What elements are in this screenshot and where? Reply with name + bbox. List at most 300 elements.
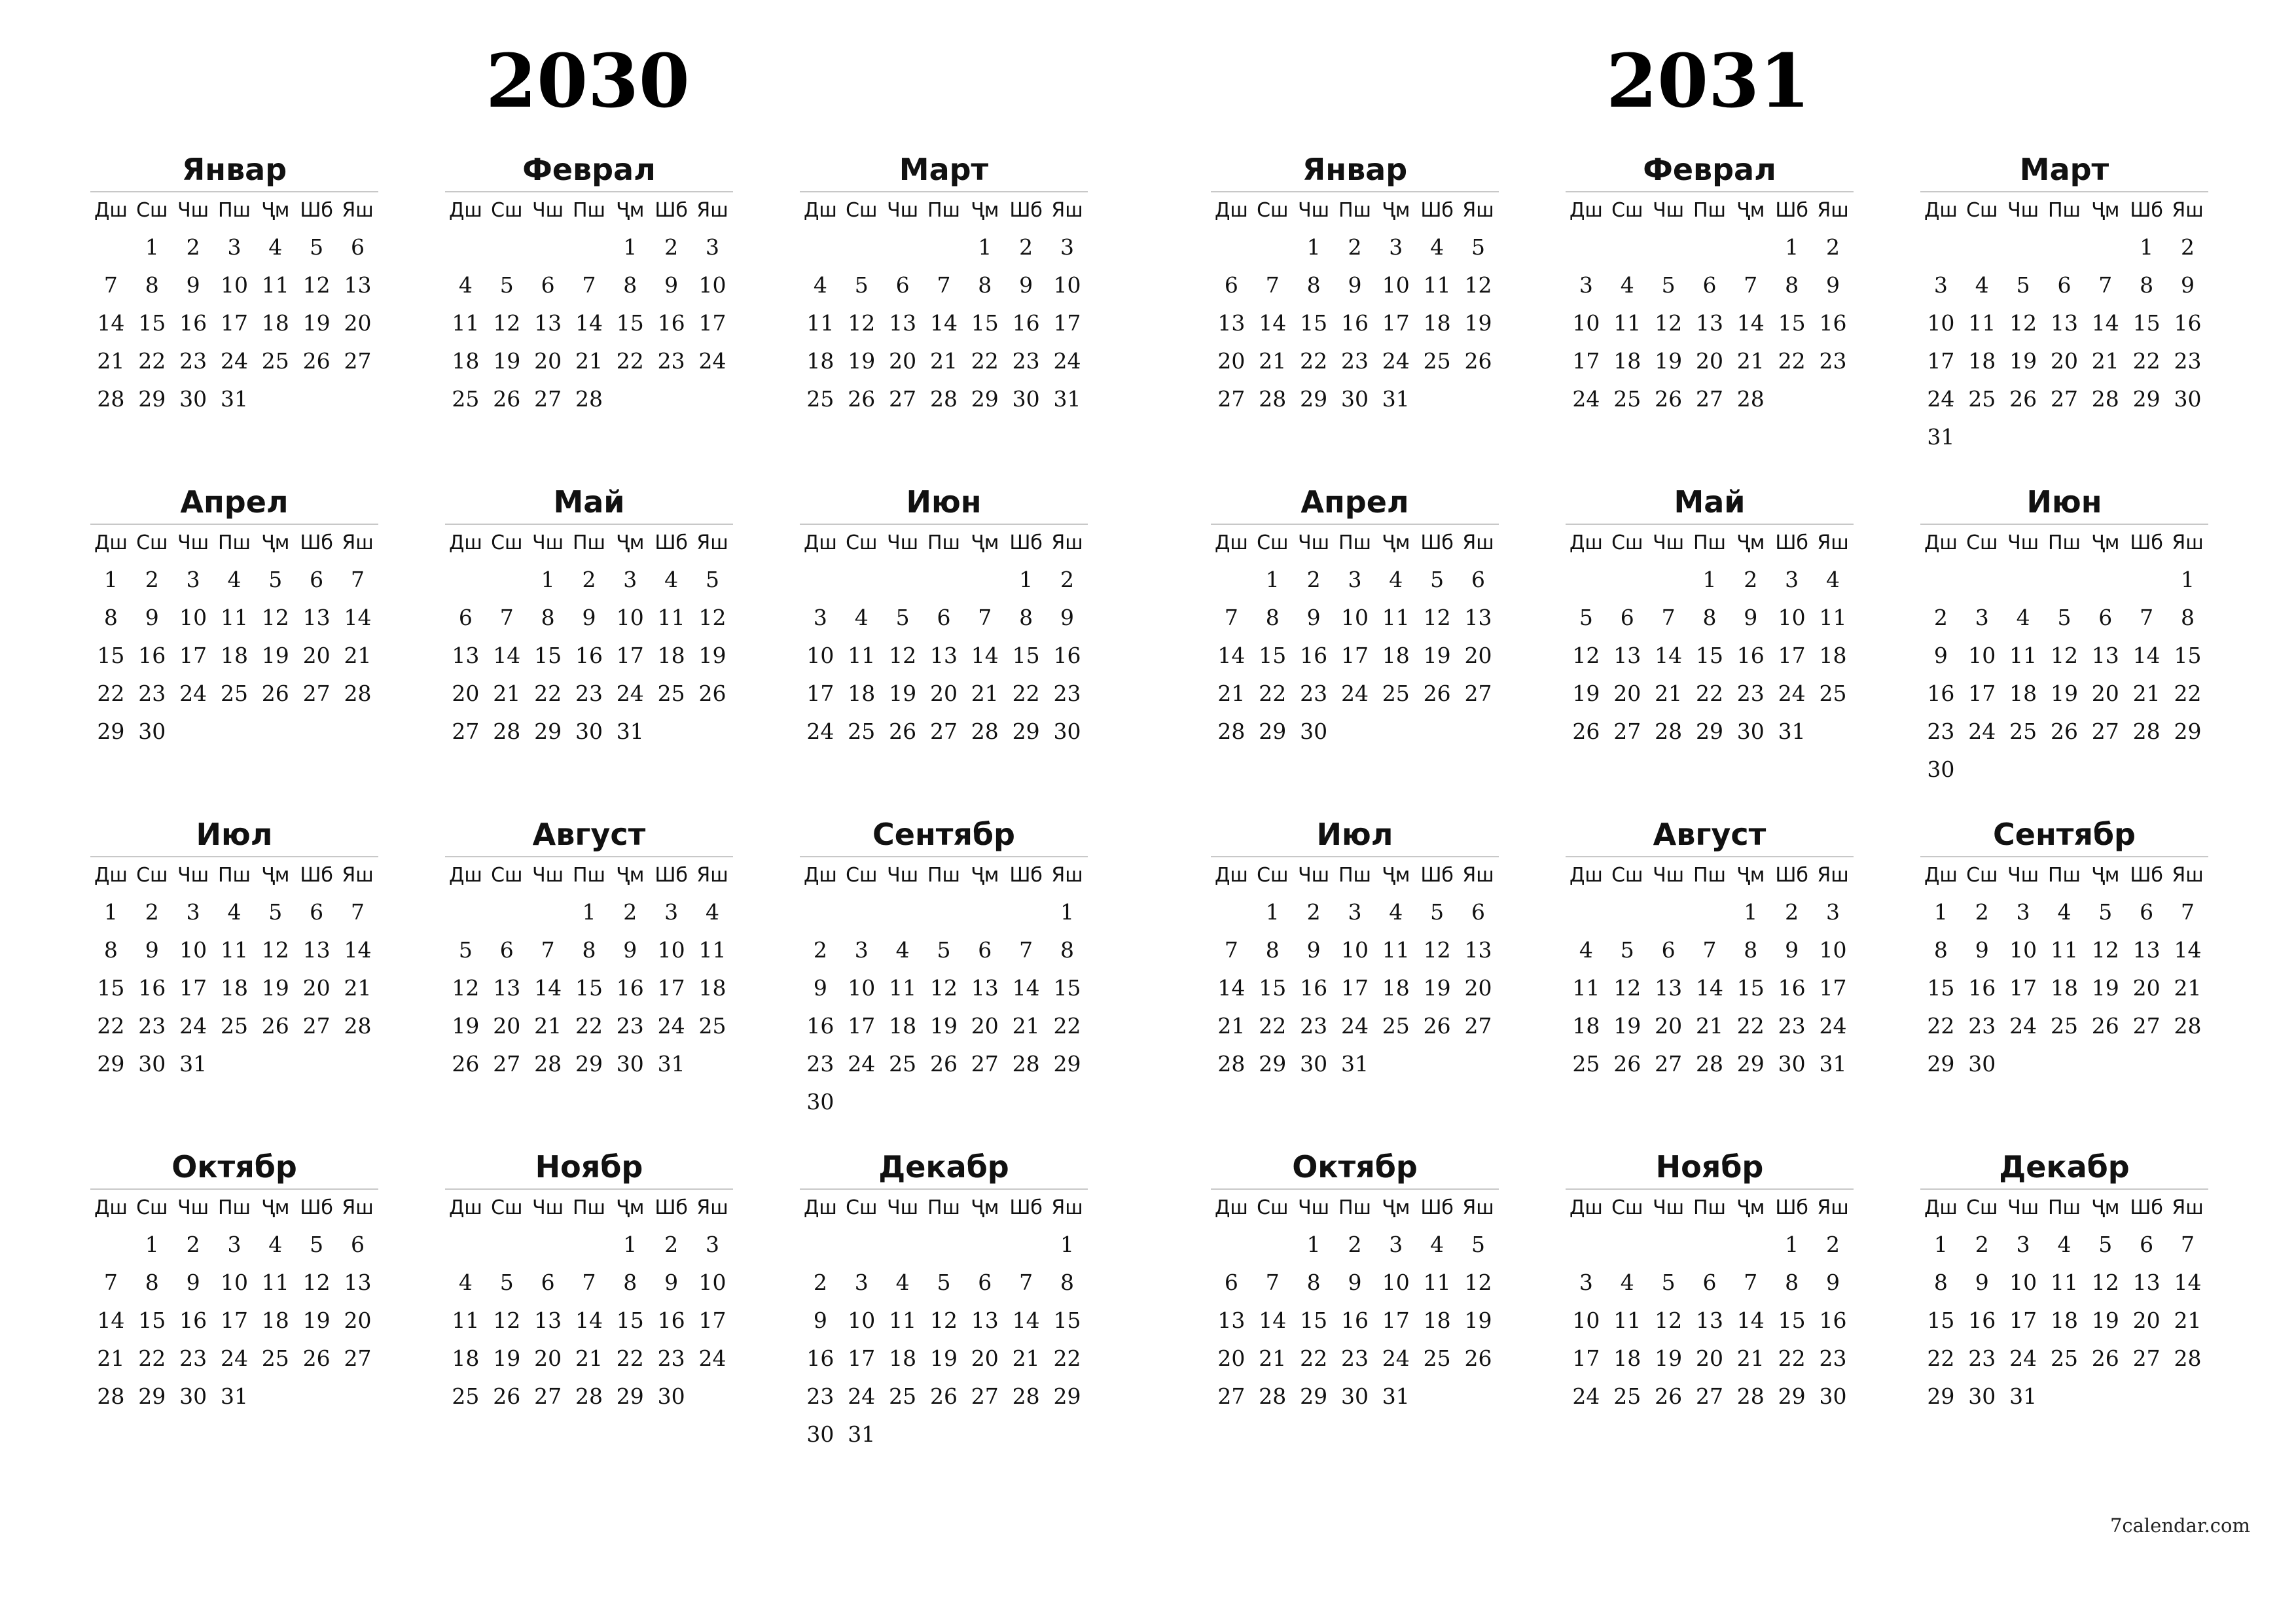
day-cell: 24 <box>1778 680 1806 706</box>
weekday-label: Яш <box>1047 524 1088 560</box>
weekday-label: Сш <box>132 524 173 560</box>
day-cell: 25 <box>889 1050 917 1077</box>
day-cell: 4 <box>1975 272 1989 298</box>
weekday-label: Чш <box>528 524 569 560</box>
day-cell: 25 <box>2050 1345 2078 1371</box>
week-row <box>800 1225 1088 1263</box>
day-cell: 5 <box>310 234 324 260</box>
day-cell: 20 <box>889 348 917 374</box>
weekday-header-row <box>445 857 733 893</box>
week-row <box>1211 266 1499 304</box>
weekday-label: Дш <box>90 1189 132 1225</box>
empty-day-cell <box>296 1044 337 1082</box>
day-cell: 31 <box>220 1383 248 1409</box>
day-cell: 27 <box>534 385 562 412</box>
month-name: Ноябр <box>1655 1149 1764 1185</box>
day-cell: 25 <box>452 385 480 412</box>
weekday-header-row <box>1211 1189 1499 1225</box>
day-cell: 6 <box>351 234 365 260</box>
day-cell: 5 <box>1471 1231 1486 1257</box>
day-cell: 19 <box>1572 680 1600 706</box>
weekday-label: Яш <box>1458 192 1499 228</box>
day-cell: 10 <box>2009 1269 2037 1295</box>
week-row <box>1566 969 1854 1007</box>
day-cell: 18 <box>657 642 685 668</box>
day-cell: 4 <box>268 234 283 260</box>
day-cell: 16 <box>1927 680 1955 706</box>
month-name: Июл <box>196 817 273 852</box>
day-cell: 10 <box>220 272 248 298</box>
day-cell: 4 <box>2016 604 2030 630</box>
week-row <box>445 969 733 1007</box>
empty-day-cell <box>1730 228 1771 266</box>
day-cell: 18 <box>452 1345 480 1371</box>
empty-day-cell <box>1962 750 2003 788</box>
month-table <box>445 1188 733 1415</box>
weekday-label: Шб <box>2126 524 2167 560</box>
day-cell: 13 <box>2091 642 2119 668</box>
empty-day-cell <box>214 1044 255 1082</box>
day-cell: 13 <box>302 936 331 963</box>
weekday-label: Ҷм <box>2085 1189 2126 1225</box>
weekday-header-row <box>445 192 733 228</box>
day-cell: 14 <box>1217 642 1246 668</box>
day-cell: 6 <box>2140 1231 2154 1257</box>
day-cell: 17 <box>616 642 644 668</box>
empty-day-cell <box>1335 712 1376 750</box>
empty-day-cell <box>2085 228 2126 266</box>
empty-day-cell <box>1047 1082 1088 1120</box>
day-cell: 20 <box>493 1012 521 1039</box>
weekday-label: Ҷм <box>1375 857 1416 893</box>
weekday-label: Шб <box>1005 1189 1047 1225</box>
day-cell: 25 <box>1572 1050 1600 1077</box>
day-cell: 13 <box>2050 310 2078 336</box>
day-cell: 22 <box>1300 1345 1328 1371</box>
day-cell: 11 <box>1968 310 1996 336</box>
weekday-header-row <box>1211 524 1499 560</box>
week-row <box>1920 1339 2208 1377</box>
day-cell: 31 <box>657 1050 685 1077</box>
empty-day-cell <box>296 380 337 418</box>
week-row <box>445 1339 733 1377</box>
weekday-label: Шб <box>651 857 692 893</box>
day-cell: 7 <box>103 272 118 298</box>
week-row <box>1920 750 2208 788</box>
day-cell: 3 <box>186 899 200 925</box>
month-block <box>1566 480 1854 813</box>
weekday-header-row <box>90 524 378 560</box>
weekday-label: Пш <box>569 1189 610 1225</box>
day-cell: 27 <box>302 1012 331 1039</box>
month-block <box>1566 148 1854 480</box>
weekday-label: Дш <box>1566 192 1607 228</box>
day-cell: 19 <box>1655 1345 1683 1371</box>
empty-day-cell <box>2003 228 2044 266</box>
day-cell: 27 <box>493 1050 521 1077</box>
day-cell: 30 <box>806 1088 834 1115</box>
day-cell: 7 <box>1661 604 1676 630</box>
day-cell: 13 <box>929 642 958 668</box>
day-cell: 27 <box>2091 718 2119 744</box>
week-row <box>1566 380 1854 418</box>
month-table <box>1920 856 2208 1082</box>
day-cell: 2 <box>664 234 679 260</box>
day-cell: 28 <box>575 1383 603 1409</box>
month-block <box>1920 148 2208 480</box>
day-cell: 18 <box>1572 1012 1600 1039</box>
empty-day-cell <box>296 712 337 750</box>
month-table <box>445 856 733 1082</box>
day-cell: 26 <box>1423 1012 1451 1039</box>
day-cell: 17 <box>1340 642 1369 668</box>
empty-day-cell <box>841 560 882 598</box>
day-cell: 20 <box>344 310 372 336</box>
day-cell: 9 <box>1060 604 1075 630</box>
month-table <box>445 191 733 418</box>
day-cell: 2 <box>664 1231 679 1257</box>
week-row <box>90 712 378 750</box>
weekday-label: Чш <box>2003 1189 2044 1225</box>
weekday-label: Пш <box>2044 857 2085 893</box>
empty-day-cell <box>800 1225 841 1263</box>
day-cell: 18 <box>261 1307 289 1333</box>
day-cell: 24 <box>1968 718 1996 744</box>
empty-day-cell <box>2044 1044 2085 1082</box>
day-cell: 5 <box>310 1231 324 1257</box>
weekday-label: Шб <box>2126 857 2167 893</box>
empty-day-cell <box>2003 418 2044 455</box>
day-cell: 1 <box>582 899 596 925</box>
empty-day-cell <box>1771 380 1812 418</box>
day-cell: 28 <box>2174 1345 2202 1371</box>
day-cell: 10 <box>657 936 685 963</box>
day-cell: 5 <box>1471 234 1486 260</box>
day-cell: 15 <box>1259 642 1287 668</box>
day-cell: 13 <box>1695 1307 1723 1333</box>
day-cell: 10 <box>1819 936 1847 963</box>
weekday-label: Ҷм <box>255 1189 296 1225</box>
empty-day-cell <box>1962 228 2003 266</box>
weekday-label: Ҷм <box>1730 1189 1771 1225</box>
month-table <box>1211 191 1499 418</box>
month-name: Феврал <box>1643 152 1776 187</box>
month-table <box>90 191 378 418</box>
weekday-label: Ҷм <box>609 1189 651 1225</box>
day-cell: 5 <box>1430 899 1444 925</box>
day-cell: 22 <box>1695 680 1723 706</box>
day-cell: 17 <box>806 680 834 706</box>
day-cell: 2 <box>145 566 159 592</box>
day-cell: 7 <box>351 899 365 925</box>
weekday-label: Ҷм <box>964 524 1005 560</box>
day-cell: 16 <box>1968 1307 1996 1333</box>
day-cell: 14 <box>2132 642 2161 668</box>
weekday-label: Яш <box>2167 857 2208 893</box>
week-row <box>1920 674 2208 712</box>
day-cell: 20 <box>971 1345 999 1371</box>
empty-day-cell <box>337 1044 378 1082</box>
day-cell: 29 <box>138 1383 166 1409</box>
day-cell: 5 <box>2098 899 2113 925</box>
month-table <box>1566 1188 1854 1415</box>
day-cell: 7 <box>2098 272 2113 298</box>
month-table <box>1566 191 1854 418</box>
week-row <box>445 342 733 380</box>
day-cell: 16 <box>1778 974 1806 1001</box>
weekday-label: Шб <box>1416 192 1458 228</box>
day-cell: 5 <box>1579 604 1593 630</box>
day-cell: 6 <box>310 566 324 592</box>
weekday-label: Сш <box>486 524 528 560</box>
day-cell: 25 <box>1968 385 1996 412</box>
day-cell: 4 <box>1430 234 1444 260</box>
weekday-label: Сш <box>486 192 528 228</box>
day-cell: 12 <box>302 1269 331 1295</box>
weekday-label: Дш <box>1920 857 1962 893</box>
day-cell: 17 <box>1819 974 1847 1001</box>
empty-day-cell <box>1416 712 1458 750</box>
day-cell: 8 <box>1265 604 1280 630</box>
day-cell: 18 <box>452 348 480 374</box>
empty-day-cell <box>255 712 296 750</box>
day-cell: 13 <box>971 1307 999 1333</box>
week-row <box>800 266 1088 304</box>
weekday-label: Ҷм <box>2085 192 2126 228</box>
week-row <box>1920 560 2208 598</box>
day-cell: 18 <box>698 974 726 1001</box>
day-cell: 25 <box>1819 680 1847 706</box>
day-cell: 27 <box>889 385 917 412</box>
weekday-label: Сш <box>1607 857 1648 893</box>
empty-day-cell <box>692 1044 733 1082</box>
day-cell: 4 <box>664 566 679 592</box>
day-cell: 2 <box>1975 1231 1989 1257</box>
day-cell: 2 <box>1348 1231 1362 1257</box>
day-cell: 16 <box>806 1012 834 1039</box>
day-cell: 23 <box>1300 680 1328 706</box>
empty-day-cell <box>841 1082 882 1120</box>
day-cell: 21 <box>1736 348 1765 374</box>
day-cell: 11 <box>657 604 685 630</box>
month-block <box>90 148 378 480</box>
week-row <box>445 380 733 418</box>
week-row <box>800 380 1088 418</box>
weekday-label: Ҷм <box>1730 524 1771 560</box>
month-block <box>800 1145 1088 1478</box>
month-block <box>445 1145 733 1478</box>
empty-day-cell <box>964 1082 1005 1120</box>
day-cell: 3 <box>623 566 637 592</box>
week-row <box>1211 674 1499 712</box>
month-name: Июл <box>1316 817 1393 852</box>
day-cell: 24 <box>1572 1383 1600 1409</box>
day-cell: 4 <box>2057 1231 2072 1257</box>
day-cell: 12 <box>261 604 289 630</box>
weekday-header-row <box>800 857 1088 893</box>
day-cell: 8 <box>1060 1269 1075 1295</box>
day-cell: 28 <box>534 1050 562 1077</box>
empty-day-cell <box>924 560 965 598</box>
empty-day-cell <box>882 1225 924 1263</box>
weekday-label: Дш <box>445 192 486 228</box>
day-cell: 19 <box>261 642 289 668</box>
day-cell: 15 <box>1778 1307 1806 1333</box>
day-cell: 25 <box>1382 680 1410 706</box>
weekday-label: Шб <box>651 1189 692 1225</box>
day-cell: 1 <box>145 234 159 260</box>
week-row <box>1566 560 1854 598</box>
day-cell: 9 <box>1975 1269 1989 1295</box>
day-cell: 27 <box>1695 385 1723 412</box>
week-row <box>800 969 1088 1007</box>
weekday-label: Сш <box>486 1189 528 1225</box>
day-cell: 19 <box>493 1345 521 1371</box>
day-cell: 2 <box>1975 899 1989 925</box>
day-cell: 28 <box>344 680 372 706</box>
week-row <box>1566 1007 1854 1044</box>
day-cell: 13 <box>452 642 480 668</box>
weekday-label: Дш <box>445 857 486 893</box>
weekday-header-row <box>90 1189 378 1225</box>
day-cell: 3 <box>1389 234 1403 260</box>
day-cell: 31 <box>1382 385 1410 412</box>
week-row <box>1211 380 1499 418</box>
week-row <box>1920 380 2208 418</box>
day-cell: 29 <box>1300 1383 1328 1409</box>
day-cell: 9 <box>1785 936 1799 963</box>
weekday-label: Чш <box>173 524 214 560</box>
day-cell: 12 <box>302 272 331 298</box>
empty-day-cell <box>841 228 882 266</box>
day-cell: 7 <box>1744 1269 1758 1295</box>
empty-day-cell <box>2167 418 2208 455</box>
month-name: Октябр <box>1292 1149 1418 1185</box>
day-cell: 13 <box>344 1269 372 1295</box>
day-cell: 25 <box>2009 718 2037 744</box>
day-cell: 1 <box>1019 566 1033 592</box>
weekday-label: Сш <box>1962 524 2003 560</box>
day-cell: 5 <box>1620 936 1634 963</box>
site-credit[interactable]: 7calendar.com <box>2109 1514 2250 1537</box>
day-cell: 16 <box>138 974 166 1001</box>
day-cell: 3 <box>1975 604 1989 630</box>
day-cell: 10 <box>848 974 876 1001</box>
weekday-label: Дш <box>445 524 486 560</box>
empty-day-cell <box>255 380 296 418</box>
day-cell: 20 <box>2132 974 2161 1001</box>
weekday-label: Дш <box>1211 1189 1252 1225</box>
day-cell: 2 <box>186 1231 200 1257</box>
day-cell: 9 <box>664 272 679 298</box>
day-cell: 14 <box>344 936 372 963</box>
empty-day-cell <box>964 1225 1005 1263</box>
day-cell: 5 <box>268 566 283 592</box>
day-cell: 30 <box>1736 718 1765 744</box>
day-cell: 12 <box>929 1307 958 1333</box>
day-cell: 25 <box>220 680 248 706</box>
month-block <box>1211 480 1499 813</box>
day-cell: 23 <box>1819 348 1847 374</box>
day-cell: 11 <box>1382 936 1410 963</box>
month-block <box>800 480 1088 813</box>
empty-day-cell <box>1211 228 1252 266</box>
day-cell: 8 <box>582 936 596 963</box>
empty-day-cell <box>173 712 214 750</box>
week-row <box>800 1339 1088 1377</box>
day-cell: 12 <box>493 310 521 336</box>
day-cell: 2 <box>1933 604 1948 630</box>
day-cell: 18 <box>261 310 289 336</box>
day-cell: 27 <box>1655 1050 1683 1077</box>
day-cell: 14 <box>575 1307 603 1333</box>
day-cell: 20 <box>1464 974 1492 1001</box>
day-cell: 10 <box>616 604 644 630</box>
weekday-label: Пш <box>214 192 255 228</box>
empty-day-cell <box>1375 1044 1416 1082</box>
day-cell: 19 <box>302 1307 331 1333</box>
week-row <box>1211 969 1499 1007</box>
day-cell: 24 <box>220 348 248 374</box>
day-cell: 19 <box>1423 974 1451 1001</box>
day-cell: 16 <box>1819 310 1847 336</box>
empty-day-cell <box>90 1225 132 1263</box>
week-row <box>1211 598 1499 636</box>
weekday-label: Дш <box>1920 1189 1962 1225</box>
day-cell: 9 <box>664 1269 679 1295</box>
day-cell: 2 <box>2181 234 2195 260</box>
weekday-label: Яш <box>1812 1189 1854 1225</box>
empty-day-cell <box>1047 1415 1088 1453</box>
weekday-label: Пш <box>214 857 255 893</box>
weekday-label: Сш <box>841 524 882 560</box>
day-cell: 31 <box>1382 1383 1410 1409</box>
day-cell: 30 <box>575 718 603 744</box>
month-table <box>1920 191 2208 455</box>
day-cell: 17 <box>698 310 726 336</box>
empty-day-cell <box>1416 1044 1458 1082</box>
day-cell: 21 <box>1259 1345 1287 1371</box>
day-cell: 25 <box>452 1383 480 1409</box>
day-cell: 8 <box>541 604 555 630</box>
day-cell: 1 <box>1060 1231 1075 1257</box>
empty-day-cell <box>1211 1225 1252 1263</box>
week-row <box>800 1263 1088 1301</box>
day-cell: 9 <box>145 936 159 963</box>
day-cell: 11 <box>1572 974 1600 1001</box>
empty-day-cell <box>1689 1225 1731 1263</box>
day-cell: 27 <box>971 1383 999 1409</box>
day-cell: 2 <box>145 899 159 925</box>
day-cell: 23 <box>575 680 603 706</box>
day-cell: 21 <box>575 1345 603 1371</box>
day-cell: 22 <box>1778 348 1806 374</box>
day-cell: 10 <box>1053 272 1081 298</box>
empty-day-cell <box>2044 750 2085 788</box>
day-cell: 23 <box>1968 1012 1996 1039</box>
day-cell: 17 <box>1340 974 1369 1001</box>
day-cell: 19 <box>1423 642 1451 668</box>
empty-day-cell <box>90 228 132 266</box>
day-cell: 12 <box>2050 642 2078 668</box>
empty-day-cell <box>651 712 692 750</box>
day-cell: 23 <box>1300 1012 1328 1039</box>
day-cell: 16 <box>1968 974 1996 1001</box>
day-cell: 15 <box>1259 974 1287 1001</box>
day-cell: 24 <box>179 680 207 706</box>
day-cell: 1 <box>1933 899 1948 925</box>
week-row <box>445 931 733 969</box>
